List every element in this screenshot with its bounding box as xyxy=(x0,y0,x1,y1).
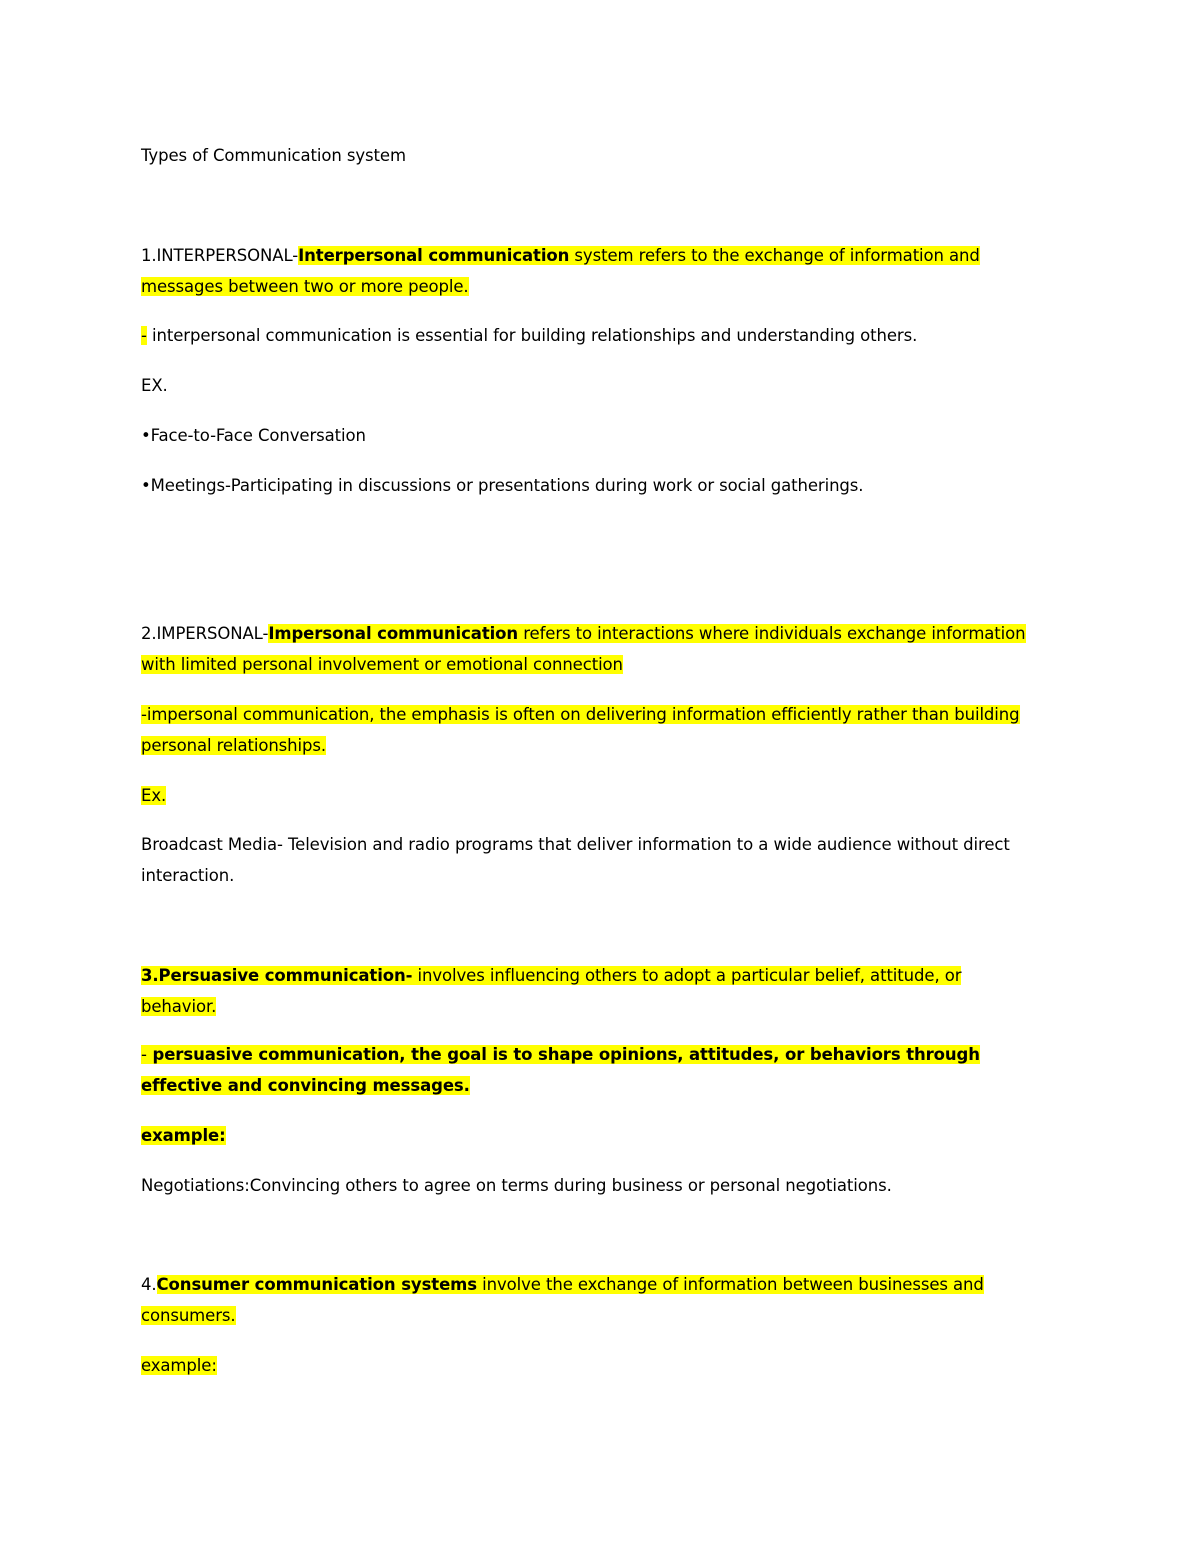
document-title-text: Types of Communication system xyxy=(141,146,406,165)
impersonal-note-text: -impersonal communication, the emphasis is often on delivering information efficiently rather than building personal relationships. xyxy=(141,705,1020,755)
consumer-prefix: 4. xyxy=(141,1275,157,1294)
persuasive-note xyxy=(141,1039,1041,1101)
interpersonal-example-label xyxy=(141,370,1041,401)
interpersonal-definition-text: system refers to the exchange of information and messages between two or more people. xyxy=(141,246,980,296)
persuasive-note-text: persuasive communication, the goal is to shape opinions, attitudes, or behaviors through effective and convincing messages. xyxy=(141,1045,980,1095)
persuasive-example-text: Negotiations:Convincing others to agree on terms during business or personal negotiations. xyxy=(141,1176,892,1195)
interpersonal-term: Interpersonal communication xyxy=(298,246,570,265)
consumer-term: Consumer communication systems xyxy=(156,1275,477,1294)
persuasive-definition-text: involves influencing others to adopt a particular belief, attitude, or behavior. xyxy=(141,966,962,1016)
consumer-definition xyxy=(141,1269,1041,1331)
persuasive-example-label-text: example: xyxy=(141,1126,226,1145)
persuasive-example-label xyxy=(141,1120,1041,1151)
interpersonal-example-item-text: •Face-to-Face Conversation xyxy=(141,426,366,445)
interpersonal-definition xyxy=(141,240,1041,302)
interpersonal-example-label-text: EX. xyxy=(141,376,168,395)
impersonal-prefix: 2.IMPERSONAL- xyxy=(141,624,269,643)
impersonal-definition-text: refers to interactions where individuals exchange information with limited personal involvement or emotional connection xyxy=(141,624,1026,674)
impersonal-definition xyxy=(141,618,1041,680)
interpersonal-note-text: interpersonal communication is essential for building relationships and understanding others. xyxy=(146,326,918,345)
persuasive-note-dash: - xyxy=(141,1045,147,1064)
interpersonal-example-item xyxy=(141,470,1041,501)
interpersonal-note-dash: - xyxy=(141,326,147,345)
impersonal-note xyxy=(141,699,1041,761)
consumer-example-label xyxy=(141,1350,1041,1381)
consumer-definition-text: involve the exchange of information between businesses and consumers. xyxy=(141,1275,984,1325)
persuasive-definition xyxy=(141,960,1041,1022)
impersonal-term: Impersonal communication xyxy=(268,624,519,643)
impersonal-example-label-text: Ex. xyxy=(141,786,167,805)
document-title xyxy=(141,140,1041,171)
impersonal-example-label xyxy=(141,780,1041,811)
persuasive-term: 3.Persuasive communication- xyxy=(141,966,413,985)
interpersonal-example-item xyxy=(141,420,1041,451)
interpersonal-prefix: 1.INTERPERSONAL- xyxy=(141,246,299,265)
persuasive-example xyxy=(141,1170,1041,1201)
impersonal-example-text: Broadcast Media- Television and radio programs that deliver information to a wide audience without direct interaction. xyxy=(141,835,1010,885)
impersonal-example xyxy=(141,829,1041,891)
interpersonal-note xyxy=(141,320,1041,351)
consumer-example-label-text: example: xyxy=(141,1356,217,1375)
interpersonal-example-item-text: •Meetings-Participating in discussions or presentations during work or social gatherings. xyxy=(141,476,864,495)
